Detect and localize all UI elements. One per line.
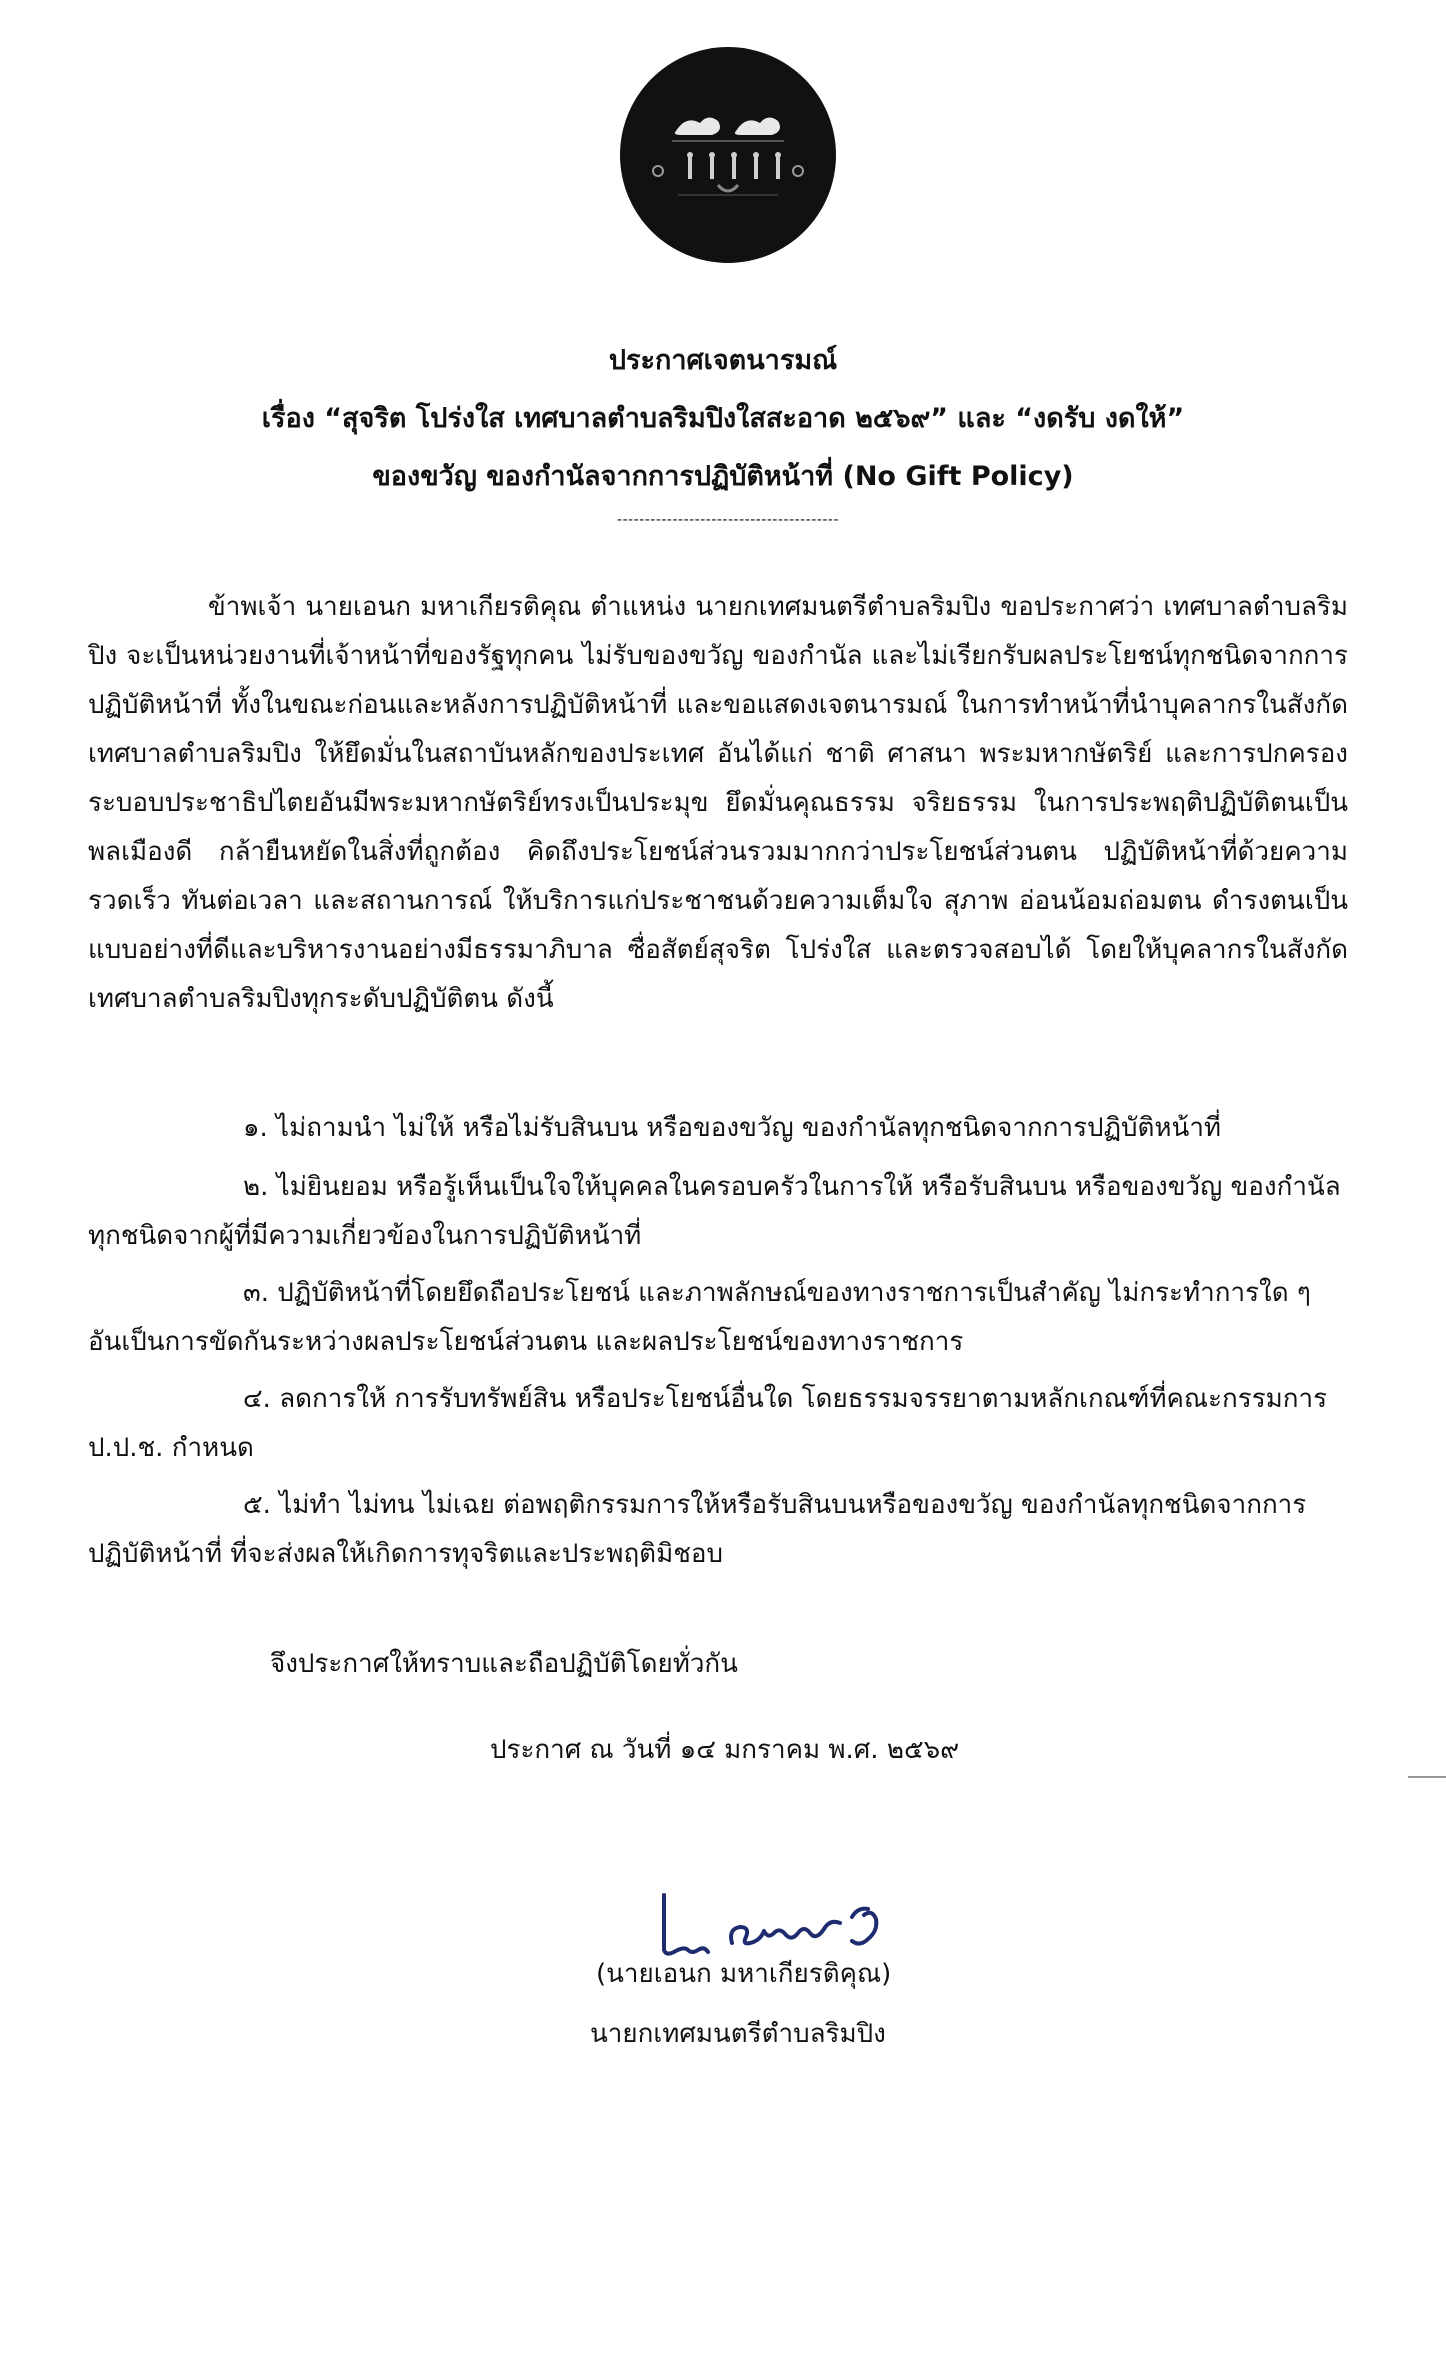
municipal-seal-icon: [618, 45, 838, 265]
closing-statement: จึงประกาศให้ทราบและถือปฏิบัติโดยทั่วกัน: [270, 1649, 738, 1679]
list-item: ๓. ปฏิบัติหน้าที่โดยยึดถือประโยชน์ และภาพลักษณ์ของทางราชการเป็นสำคัญ ไม่กระทำการใด ๆ อันเป็นการขัดกันระหว่างผลประโยชน์ส่วนตน และผลประโยชน์ของทางราชการ: [88, 1278, 1311, 1357]
list-item: ๔. ลดการให้ การรับทรัพย์สิน หรือประโยชน์อื่นใด โดยธรรมจรรยาตามหลักเกณฑ์ที่คณะกรรมการ ป.ป.ช. กำหนด: [88, 1384, 1328, 1463]
scan-edge-mark: [1408, 1776, 1446, 1778]
signer-position: นายกเทศมนตรีตำบลริมปิง: [590, 2019, 886, 2049]
list-item: ๒. ไม่ยินยอม หรือรู้เห็นเป็นใจให้บุคคลในครอบครัวในการให้ หรือรับสินบน หรือของขวัญ ของกำนัลทุกชนิดจากผู้ที่มีความเกี่ยวข้องในการปฏิบัติหน้าที่: [88, 1172, 1341, 1251]
subject-line-1: เรื่อง “สุจริต โปร่งใส เทศบาลตำบลริมปิงใสสะอาด ๒๕๖๙” และ “งดรับ งดให้”: [261, 403, 1185, 434]
announcement-date: ประกาศ ณ วันที่ ๑๔ มกราคม พ.ศ. ๒๕๖๙: [490, 1735, 960, 1765]
subject-line-2: ของขวัญ ของกำนัลจากการปฏิบัติหน้าที่ (No Gift Policy): [372, 461, 1074, 492]
divider-line: ----------------------------------------: [616, 512, 840, 526]
list-item: ๕. ไม่ทำ ไม่ทน ไม่เฉย ต่อพฤติกรรมการให้หรือรับสินบนหรือของขวัญ ของกำนัลทุกชนิดจากการปฏิบัติหน้าที่ ที่จะส่งผลให้เกิดการทุจริตและประพฤติมิชอบ: [88, 1490, 1307, 1569]
signer-name: (นายเอนก มหาเกียรติคุณ): [596, 1959, 892, 1989]
announcement-title: ประกาศเจตนารมณ์: [608, 345, 838, 376]
main-paragraph: ข้าพเจ้า นายเอนก มหาเกียรติคุณ ตำแหน่ง นายกเทศมนตรีตำบลริมปิง ขอประกาศว่า เทศบาลตำบลริมปิง จะเป็นหน่วยงานที่เจ้าหน้าที่ของรัฐทุกคน ไม่รับของขวัญ ของกำนัล และไม่เรียกรับผลประโยชน์ทุกชนิดจากการปฏิบัติหน้าที่ ทั้งในขณะก่อนและหลังการปฏิบัติหน้าที่ และขอแสดงเจตนารมณ์ ในการทำหน้าที่นำบุคลากรในสังกัด เทศบาลตำบลริมปิง ให้ยึดมั่นในสถาบันหลักของประเทศ อันได้แก่ ชาติ ศาสนา พระมหากษัตริย์ และการปกครองระบอบประชาธิปไตยอันมีพระมหากษัตริย์ทรงเป็นประมุข ยึดมั่นคุณธรรม จริยธรรม ในการประพฤติปฏิบัติตนเป็นพลเมืองดี กล้ายืนหยัดในสิ่งที่ถูกต้อง คิดถึงประโยชน์ส่วนรวมมากกว่าประโยชน์ส่วนตน ปฏิบัติหน้าที่ด้วยความรวดเร็ว ทันต่อเวลา และสถานการณ์ ให้บริการแก่ประชาชนด้วยความเต็มใจ สุภาพ อ่อนน้อมถ่อมตน ดำรงตนเป็นแบบอย่างที่ดีและบริหารงานอย่างมีธรรมาภิบาล ซื่อสัตย์สุจริต โปร่งใส และตรวจสอบได้ โดยให้บุคลากรในสังกัดเทศบาลตำบลริมปิงทุกระดับปฏิบัติตน ดังนี้: [88, 592, 1348, 1014]
list-item: ๑. ไม่ถามนำ ไม่ให้ หรือไม่รับสินบน หรือของขวัญ ของกำนัลทุกชนิดจากการปฏิบัติหน้าที่: [243, 1113, 1222, 1143]
